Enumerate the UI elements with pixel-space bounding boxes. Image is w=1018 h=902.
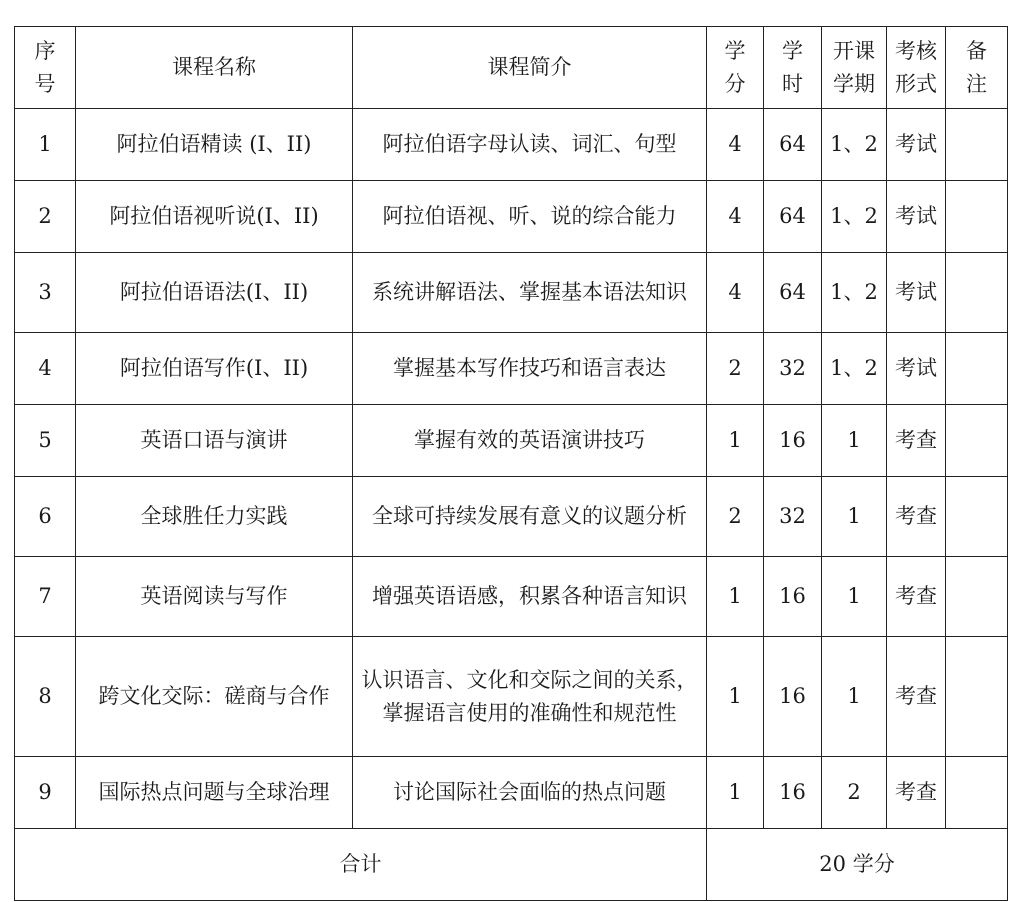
header-exam: 考核 形式: [887, 27, 946, 109]
header-note: 备 注: [946, 27, 1008, 109]
cell-course-name: 阿拉伯语精读 (I、II): [76, 109, 353, 181]
cell-hours: 64: [764, 181, 822, 253]
cell-seq: 5: [15, 405, 76, 477]
cell-note: [946, 109, 1008, 181]
cell-course-intro: 认识语言、文化和交际之间的关系，掌握语言使用的准确性和规范性: [353, 637, 707, 757]
cell-seq: 2: [15, 181, 76, 253]
header-hours: 学 时: [764, 27, 822, 109]
cell-term: 1、2: [822, 109, 887, 181]
cell-course-name: 国际热点问题与全球治理: [76, 757, 353, 829]
cell-term: 1、2: [822, 253, 887, 333]
cell-term: 1: [822, 477, 887, 557]
cell-seq: 8: [15, 637, 76, 757]
header-row: [15, 27, 1008, 109]
total-value: 20 学分: [707, 829, 1008, 901]
cell-hours: 32: [764, 477, 822, 557]
cell-course-intro: 系统讲解语法、掌握基本语法知识: [353, 253, 707, 333]
cell-credit: 1: [707, 557, 764, 637]
cell-exam: 考查: [887, 557, 946, 637]
cell-hours: 16: [764, 557, 822, 637]
cell-credit: 4: [707, 181, 764, 253]
cell-exam: 考查: [887, 637, 946, 757]
cell-note: [946, 181, 1008, 253]
cell-seq: 9: [15, 757, 76, 829]
cell-course-name: 跨文化交际：磋商与合作: [76, 637, 353, 757]
cell-note: [946, 405, 1008, 477]
table-row: [15, 405, 1008, 477]
cell-credit: 2: [707, 477, 764, 557]
cell-exam: 考查: [887, 405, 946, 477]
cell-term: 2: [822, 757, 887, 829]
table-row: [15, 757, 1008, 829]
cell-note: [946, 477, 1008, 557]
header-course-name: 课程名称: [76, 27, 353, 109]
cell-credit: 4: [707, 253, 764, 333]
cell-credit: 1: [707, 757, 764, 829]
cell-course-intro: 讨论国际社会面临的热点问题: [353, 757, 707, 829]
table-row: [15, 253, 1008, 333]
cell-term: 1: [822, 405, 887, 477]
cell-term: 1、2: [822, 333, 887, 405]
table-row: [15, 181, 1008, 253]
cell-term: 1: [822, 637, 887, 757]
cell-hours: 16: [764, 405, 822, 477]
cell-credit: 1: [707, 405, 764, 477]
cell-seq: 4: [15, 333, 76, 405]
cell-note: [946, 333, 1008, 405]
cell-course-intro: 掌握有效的英语演讲技巧: [353, 405, 707, 477]
cell-exam: 考试: [887, 333, 946, 405]
cell-exam: 考查: [887, 757, 946, 829]
cell-course-name: 全球胜任力实践: [76, 477, 353, 557]
cell-hours: 16: [764, 637, 822, 757]
header-course-intro: 课程简介: [353, 27, 707, 109]
cell-course-intro: 阿拉伯语字母认读、词汇、句型: [353, 109, 707, 181]
total-row: [15, 829, 1008, 901]
table-row: [15, 637, 1008, 757]
cell-course-name: 阿拉伯语视听说(I、II): [76, 181, 353, 253]
cell-term: 1、2: [822, 181, 887, 253]
cell-note: [946, 757, 1008, 829]
header-seq: 序 号: [15, 27, 76, 109]
cell-note: [946, 557, 1008, 637]
table-row: [15, 477, 1008, 557]
cell-exam: 考查: [887, 477, 946, 557]
cell-course-intro: 增强英语语感，积累各种语言知识: [353, 557, 707, 637]
cell-course-intro: 掌握基本写作技巧和语言表达: [353, 333, 707, 405]
cell-note: [946, 637, 1008, 757]
cell-course-intro: 全球可持续发展有意义的议题分析: [353, 477, 707, 557]
cell-course-name: 阿拉伯语写作(I、II): [76, 333, 353, 405]
cell-hours: 32: [764, 333, 822, 405]
cell-hours: 64: [764, 253, 822, 333]
cell-term: 1: [822, 557, 887, 637]
table-row: [15, 557, 1008, 637]
total-label: 合计: [15, 829, 707, 901]
cell-exam: 考试: [887, 253, 946, 333]
cell-course-name: 阿拉伯语语法(I、II): [76, 253, 353, 333]
cell-seq: 6: [15, 477, 76, 557]
table-row: [15, 109, 1008, 181]
cell-course-name: 英语阅读与写作: [76, 557, 353, 637]
cell-credit: 4: [707, 109, 764, 181]
cell-course-name: 英语口语与演讲: [76, 405, 353, 477]
cell-exam: 考试: [887, 181, 946, 253]
course-table: [14, 26, 1008, 901]
cell-seq: 7: [15, 557, 76, 637]
cell-seq: 1: [15, 109, 76, 181]
header-term: 开课 学期: [822, 27, 887, 109]
cell-hours: 64: [764, 109, 822, 181]
cell-credit: 2: [707, 333, 764, 405]
cell-course-intro: 阿拉伯语视、听、说的综合能力: [353, 181, 707, 253]
cell-hours: 16: [764, 757, 822, 829]
cell-seq: 3: [15, 253, 76, 333]
cell-credit: 1: [707, 637, 764, 757]
cell-exam: 考试: [887, 109, 946, 181]
table-row: [15, 333, 1008, 405]
header-credit: 学 分: [707, 27, 764, 109]
cell-note: [946, 253, 1008, 333]
